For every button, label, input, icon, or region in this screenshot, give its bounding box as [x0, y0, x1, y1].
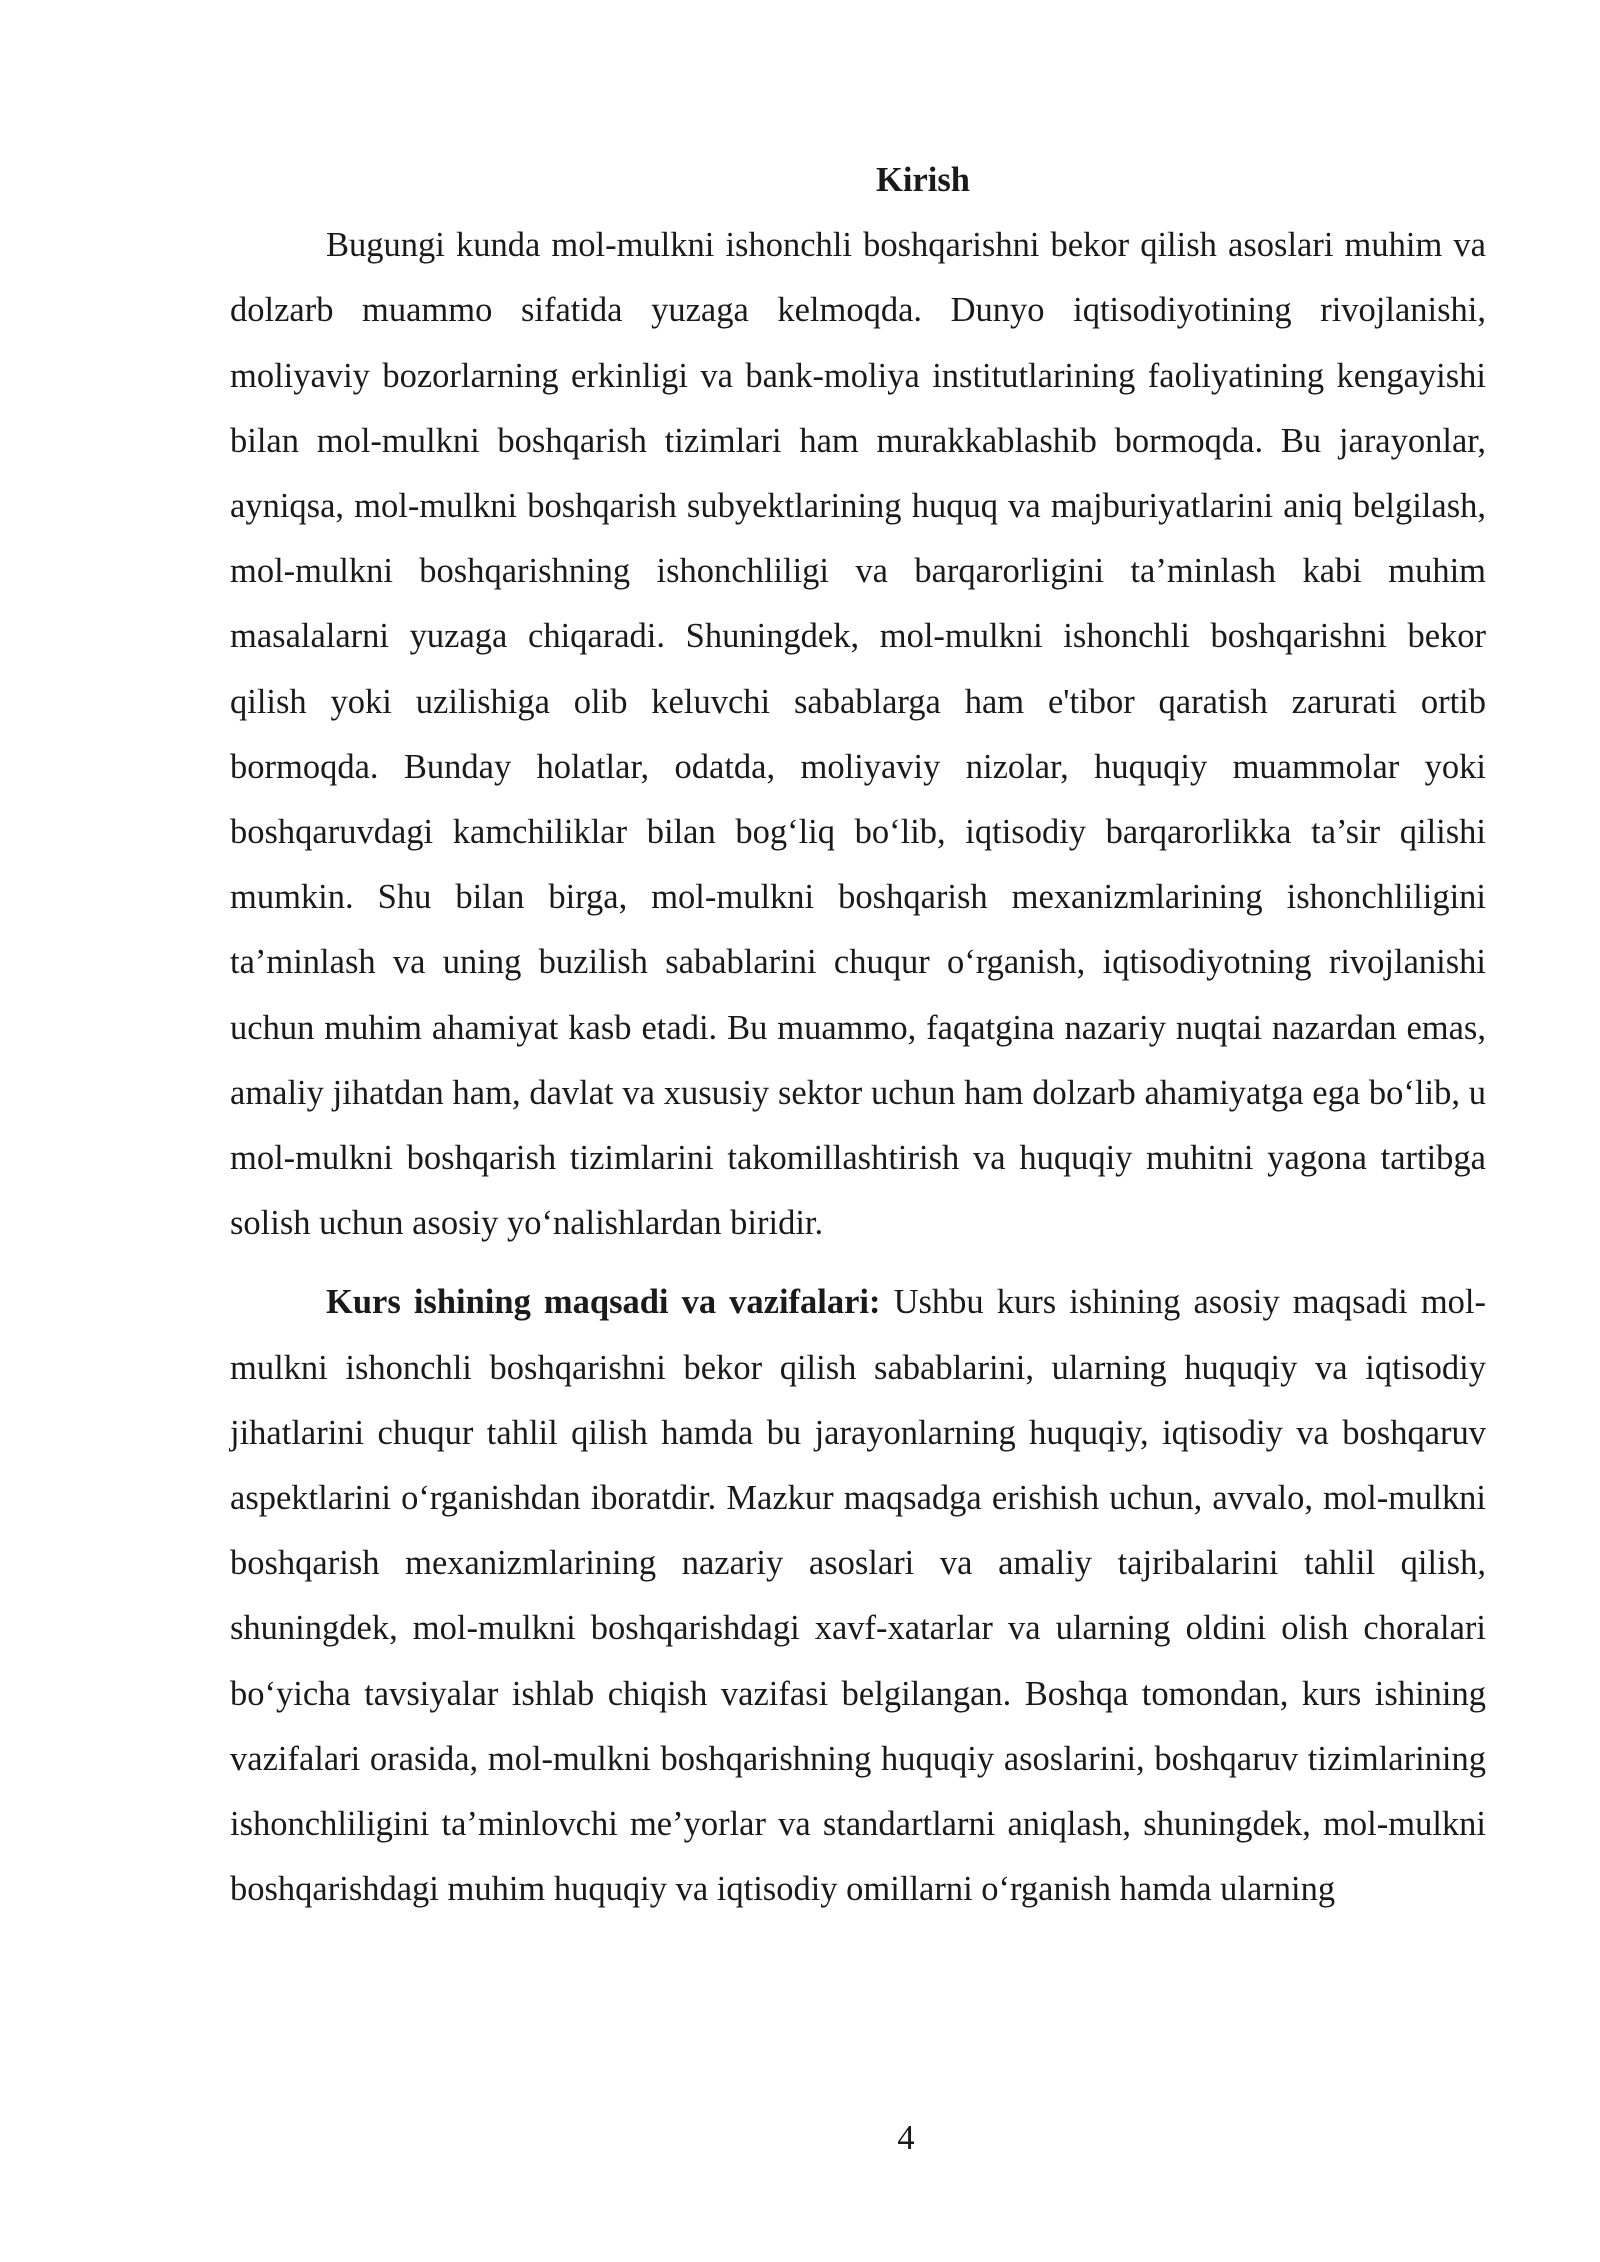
- goals-paragraph-lead: Kurs ishining maqsadi va vazifalari:: [326, 1283, 881, 1322]
- section-heading: Kirish: [876, 161, 970, 199]
- introduction-paragraph: Bugungi kunda mol-mulkni ishonchli boshqarishni bekor qilish asoslari muhim va dolzarb muammo sifatida yuzaga kelmoqda. Dunyo iqtisodiyotining rivojlanishi, moliyaviy bozorlarning erkinligi va bank-moliya institutlarining faoliyatining kengayishi bilan mol-mulkni boshqarish tizimlari ham murakkablashib bormoqda. Bu jarayonlar, ayniqsa, mol-mulkni boshqarish subyektlarining huquq va majburiyatlarini aniq belgilash, mol-mulkni boshqarishning ishonchliligi va barqarorligini ta’minlash kabi muhim masalalarni yuzaga chiqaradi. Shuningdek, mol-mulkni ishonchli boshqarishni bekor qilish yoki uzilishiga olib keluvchi sabablarga ham e'tibor qaratish zarurati ortib bormoqda. Bunday holatlar, odatda, moliyaviy nizolar, huquqiy muammolar yoki boshqaruvdagi kamchiliklar bilan bog‘liq bo‘lib, iqtisodiy barqarorlikka ta’sir qilishi mumkin. Shu bilan birga, mol-mulkni boshqarish mexanizmlarining ishonchliligini ta’minlash va uning buzilish sabablarini chuqur o‘rganish, iqtisodiyotning rivojlanishi uchun muhim ahamiyat kasb etadi. Bu muammo, faqatgina nazariy nuqtai nazardan emas, amaliy jihatdan ham, davlat va xususiy sektor uchun ham dolzarb ahamiyatga ega bo‘lib, u mol-mulkni boshqarish tizimlarini takomillashtirish va huquqiy muhitni yagona tartibga solish uchun asosiy yo‘nalishlardan biridir.: [230, 226, 1486, 1243]
- page-content: [230, 148, 1486, 1922]
- goals-paragraph: [230, 1270, 1486, 1922]
- goals-paragraph-body: Ushbu kurs ishining asosiy maqsadi mol-mulkni ishonchli boshqarishni bekor qilish sabablarini, ularning huquqiy va iqtisodiy jihatlarini chuqur tahlil qilish hamda bu jarayonlarning huquqiy, iqtisodiy va boshqaruv aspektlarini o‘rganishdan iboratdir. Mazkur maqsadga erishish uchun, avvalo, mol-mulkni boshqarish mexanizmlarining nazariy asoslari va amaliy tajribalarini tahlil qilish, shuningdek, mol-mulkni boshqarishdagi xavf-xatarlar va ularning oldini olish choralari bo‘yicha tavsiyalar ishlab chiqish vazifasi belgilangan. Boshqa tomondan, kurs ishining vazifalari orasida, mol-mulkni boshqarishning huquqiy asoslarini, boshqaruv tizimlarining ishonchliligini ta’minlovchi me’yorlar va standartlarni aniqlash, shuningdek, mol-mulkni boshqarishdagi muhim huquqiy va iqtisodiy omillarni o‘rganish hamda ularning: [230, 1283, 1486, 1909]
- page-number: 4: [897, 2119, 915, 2157]
